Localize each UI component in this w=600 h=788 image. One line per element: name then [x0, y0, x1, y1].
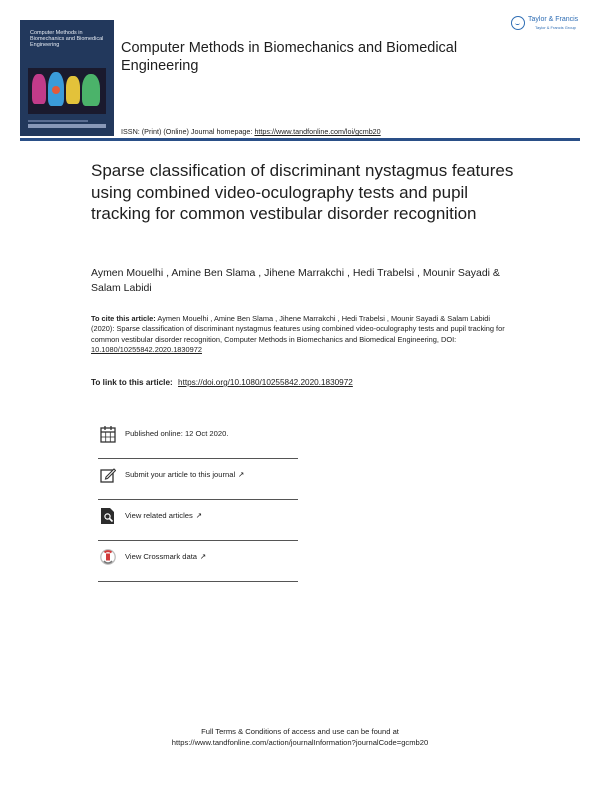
calendar-icon	[100, 425, 116, 443]
footer	[100, 726, 500, 748]
citation-text: Aymen Mouelhi , Amine Ben Slama , Jihene Marrakchi , Hedi Trabelsi , Mounir Sayadi & Salam Labidi (2020): Sparse classification of discriminant nystagmus features using combined video-oculography tests and pupil tracking for common vestibular disorder recognition, Computer Methods in Biomechanics and Biomedical Engineering, DOI:	[91, 314, 505, 344]
publisher-logo[interactable]	[511, 16, 585, 38]
journal-name[interactable]: Computer Methods in Biomechanics and Biomedical Engineering	[121, 40, 458, 74]
footer-terms-link[interactable]: https://www.tandfonline.com/action/journalInformation?journalCode=gcmb20	[171, 738, 429, 747]
link-label: To link to this article:	[91, 378, 176, 387]
cover-artwork	[28, 68, 106, 114]
footer-terms-text: Full Terms & Conditions of access and use can be found at	[201, 727, 399, 736]
related-articles-row[interactable]	[98, 500, 298, 541]
issn-prefix: ISSN: (Print) (Online) Journal homepage:	[121, 127, 255, 136]
logo-line2: Taylor & Francis Group	[535, 25, 576, 30]
author-list: Aymen Mouelhi , Amine Ben Slama , Jihene Marrakchi , Hedi Trabelsi , Mounir Sayadi & Salam Labidi	[91, 267, 500, 294]
submit-article-link[interactable]	[125, 470, 244, 479]
external-link-icon: ↗	[238, 470, 245, 479]
edit-icon	[100, 466, 116, 484]
crossmark-link[interactable]	[125, 552, 206, 561]
header-divider	[20, 138, 580, 141]
cover-footer-bar	[28, 124, 106, 128]
taylor-francis-logo-icon	[511, 16, 525, 30]
submit-article-text: Submit your article to this journal	[125, 470, 236, 479]
article-link-line	[91, 378, 353, 387]
published-online-row	[98, 418, 298, 459]
related-articles-link[interactable]	[125, 511, 202, 520]
crossmark-text: View Crossmark data	[125, 552, 198, 561]
journal-cover-image	[20, 20, 114, 136]
document-search-icon	[100, 507, 116, 525]
crossmark-icon	[100, 548, 116, 566]
published-online-text: Published online: 12 Oct 2020.	[125, 429, 229, 438]
external-link-icon: ↗	[195, 511, 203, 520]
citation-label: To cite this article:	[91, 314, 156, 323]
citation-block	[91, 314, 511, 355]
logo-line1: Taylor & Francis	[528, 16, 579, 23]
crossmark-row[interactable]	[98, 541, 298, 582]
cover-title: Computer Methods in Biomechanics and Biomedical Engineering	[30, 30, 104, 48]
article-doi-link[interactable]: https://doi.org/10.1080/10255842.2020.1830972	[178, 378, 353, 387]
cover-publisher-line	[28, 120, 88, 122]
related-articles-text: View related articles	[125, 511, 193, 520]
issn-line	[121, 127, 381, 136]
citation-doi-link[interactable]: 10.1080/10255842.2020.1830972	[91, 344, 202, 354]
journal-homepage-link[interactable]: https://www.tandfonline.com/loi/gcmb20	[254, 127, 381, 136]
article-title: Sparse classification of discriminant nystagmus features using combined video-oculography tests and pupil tracking for common vestibular disorder recognition	[91, 161, 514, 223]
external-link-icon: ↗	[200, 552, 207, 561]
submit-article-row[interactable]	[98, 459, 298, 500]
